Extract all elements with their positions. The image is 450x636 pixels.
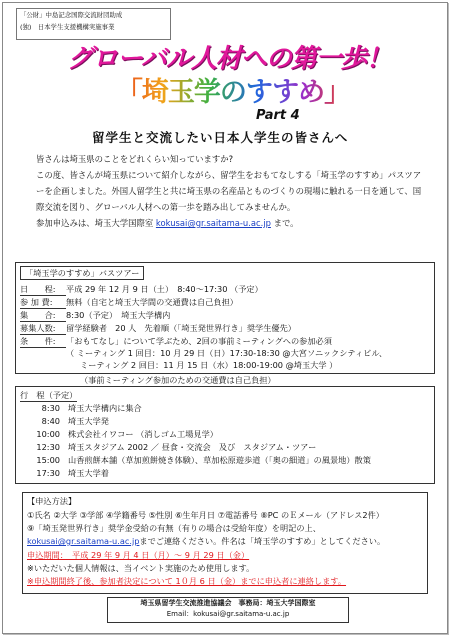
- apply-items-2: ⑨「埼玉発世界行き」奨学金受給の有無（有りの場合は受給年度）を明記の上、: [27, 523, 321, 533]
- tour-meeting-1: （ ミーティング 1 回目：10 月 29 日（日）17:30-18:30 @大宮ソニックシティビル、: [66, 348, 388, 358]
- schedule-text: 埼玉スタジアム 2002 ／ 昼食・交流会 及び スタジアム・ツアー: [68, 442, 317, 452]
- schedule-header: 行 程（予定）: [20, 390, 78, 400]
- intro-apply-suffix: まで。: [273, 218, 299, 228]
- schedule-time: 17:30: [36, 468, 60, 478]
- schedule-text: 山香煎餅本舗（草加煎餅焼き体験）、草加松原遊歩道（「奥の細道」の風景地）散策: [68, 455, 371, 465]
- tour-meeting-note: （事前ミーティング参加のための交通費は自己負担）: [80, 375, 276, 385]
- schedule-time: 10:00: [36, 429, 60, 439]
- tour-row-capacity: [20, 322, 296, 335]
- schedule-item: [22, 416, 109, 427]
- schedule-item: [22, 468, 109, 479]
- schedule-item: [22, 442, 316, 453]
- intro-question: 皆さんは埼玉県のことをどれくらい知っていますか?: [36, 154, 234, 164]
- intro-body: この度、皆さんが埼玉県について紹介しながら、留学生をおもてなしする「埼玉学のすすめ」パスツアーを企画しました。外国人留学生と共に埼玉県の名産品とものづくりの現場に触れる一日を通して、国際交流を図り、グローバル人材への第一歩を踏み出してみませんか。: [36, 170, 422, 212]
- sponsor-box: [16, 8, 171, 40]
- schedule-time: 15:00: [36, 455, 60, 465]
- schedule-text: 埼玉大学発: [68, 416, 109, 426]
- apply-header: 【申込方法】: [27, 496, 77, 506]
- apply-period: 申込期間： 平成 29 年 9 月 4 日（月）～ 9 月 29 日（金）: [27, 550, 250, 560]
- privacy-note: ※いただいた個人情報は、当イベント実施のため使用します。: [27, 563, 255, 573]
- tour-row-date: [20, 283, 263, 296]
- intro-apply-prefix: 参加申込みは、埼玉大学国際室: [36, 218, 154, 228]
- schedule-text: 埼玉大学着: [68, 468, 109, 478]
- footer-box: [107, 597, 349, 623]
- event-title-text: 「埼玉学のすすめ」: [115, 77, 351, 108]
- contact-email-link[interactable]: kokusai@gr.saitama-u.ac.jp: [155, 218, 271, 228]
- schedule-text: 埼玉大学構内に集合: [68, 403, 142, 413]
- tour-row-fee: [20, 296, 238, 309]
- schedule-item: [22, 429, 218, 440]
- application-box: [22, 492, 428, 594]
- tour-row-value: 8:30（予定） 埼玉大学構内: [66, 310, 171, 320]
- schedule-text: 株式会社イワコー （消しゴム工場見学）: [68, 429, 218, 439]
- schedule-box: [15, 386, 435, 484]
- footer-email: Email：kokusai@gr.saitama-u.ac.jp: [166, 610, 290, 618]
- tour-row-meeting: [20, 309, 170, 322]
- sponsor-line-1: 「公財」中島記念国際交流財団助成: [20, 11, 123, 19]
- part-label: Part 4: [256, 108, 300, 123]
- footer-org: 埼玉県留学生交流推進協議会 事務局：埼玉大学国際室: [140, 599, 316, 607]
- tour-row-key: 日 程:: [20, 284, 66, 296]
- tour-row-key: 参 加 費:: [20, 297, 66, 309]
- schedule-time: 12:30: [36, 442, 60, 452]
- bus-tour-header: 「埼玉学のすすめ」バスツアー: [20, 266, 144, 280]
- apply-items-1: ①氏名 ②大学 ③学部 ④学籍番号 ⑤性別 ⑥生年月日 ⑦電話番号 ⑧PC のＥメール（アドレス2件）: [27, 510, 384, 520]
- event-title: [98, 70, 368, 109]
- subtitle: 留学生と交流したい日本人学生の皆さんへ: [92, 130, 349, 145]
- apply-contact-suffix: までご連絡ください。件名は「埼玉学のすすめ」としてください。: [139, 536, 386, 546]
- tour-row-value: 留学経験者 20 人 先着順（「埼玉発世界行き」奨学生優先）: [66, 323, 296, 333]
- schedule-item: [22, 403, 142, 414]
- main-title: グローバル人材への第一歩！: [67, 44, 391, 74]
- tour-row-key: 集 合:: [20, 310, 66, 322]
- apply-email-link[interactable]: kokusai@gr.saitama-u.ac.jp: [27, 536, 140, 546]
- intro-section: [36, 151, 422, 231]
- tour-row-value: 無料（自宅と埼玉大学間の交通費は自己負担）: [66, 297, 238, 307]
- tour-row-key: 募集人数:: [20, 323, 66, 335]
- schedule-time: 8:30: [41, 403, 60, 413]
- selection-note: ※申込期間終了後、参加者決定について 1０月 6 日（金）までに申込者に連絡します。: [27, 576, 347, 586]
- schedule-time: 8:40: [41, 416, 60, 426]
- bus-tour-box: [15, 262, 435, 374]
- sponsor-line-2: (独) 日本学生支援機構実施事業: [20, 23, 115, 31]
- tour-row-key: 条 件:: [20, 336, 66, 348]
- tour-meeting-2: ミーティング 2 回目：11 月 15 日（水）18:00-19:00 @埼玉大学 ）: [80, 360, 338, 370]
- schedule-item: [22, 455, 371, 466]
- apply-contact: [27, 535, 385, 547]
- intro-apply: [36, 215, 422, 231]
- tour-row-value: 平成 29 年 12 月 9 日（土） 8:40～17:30 （予定）: [66, 284, 263, 294]
- tour-row-value: 「おもてなし」について学ぶため、2回の事前ミーティングへの参加必須: [66, 336, 332, 346]
